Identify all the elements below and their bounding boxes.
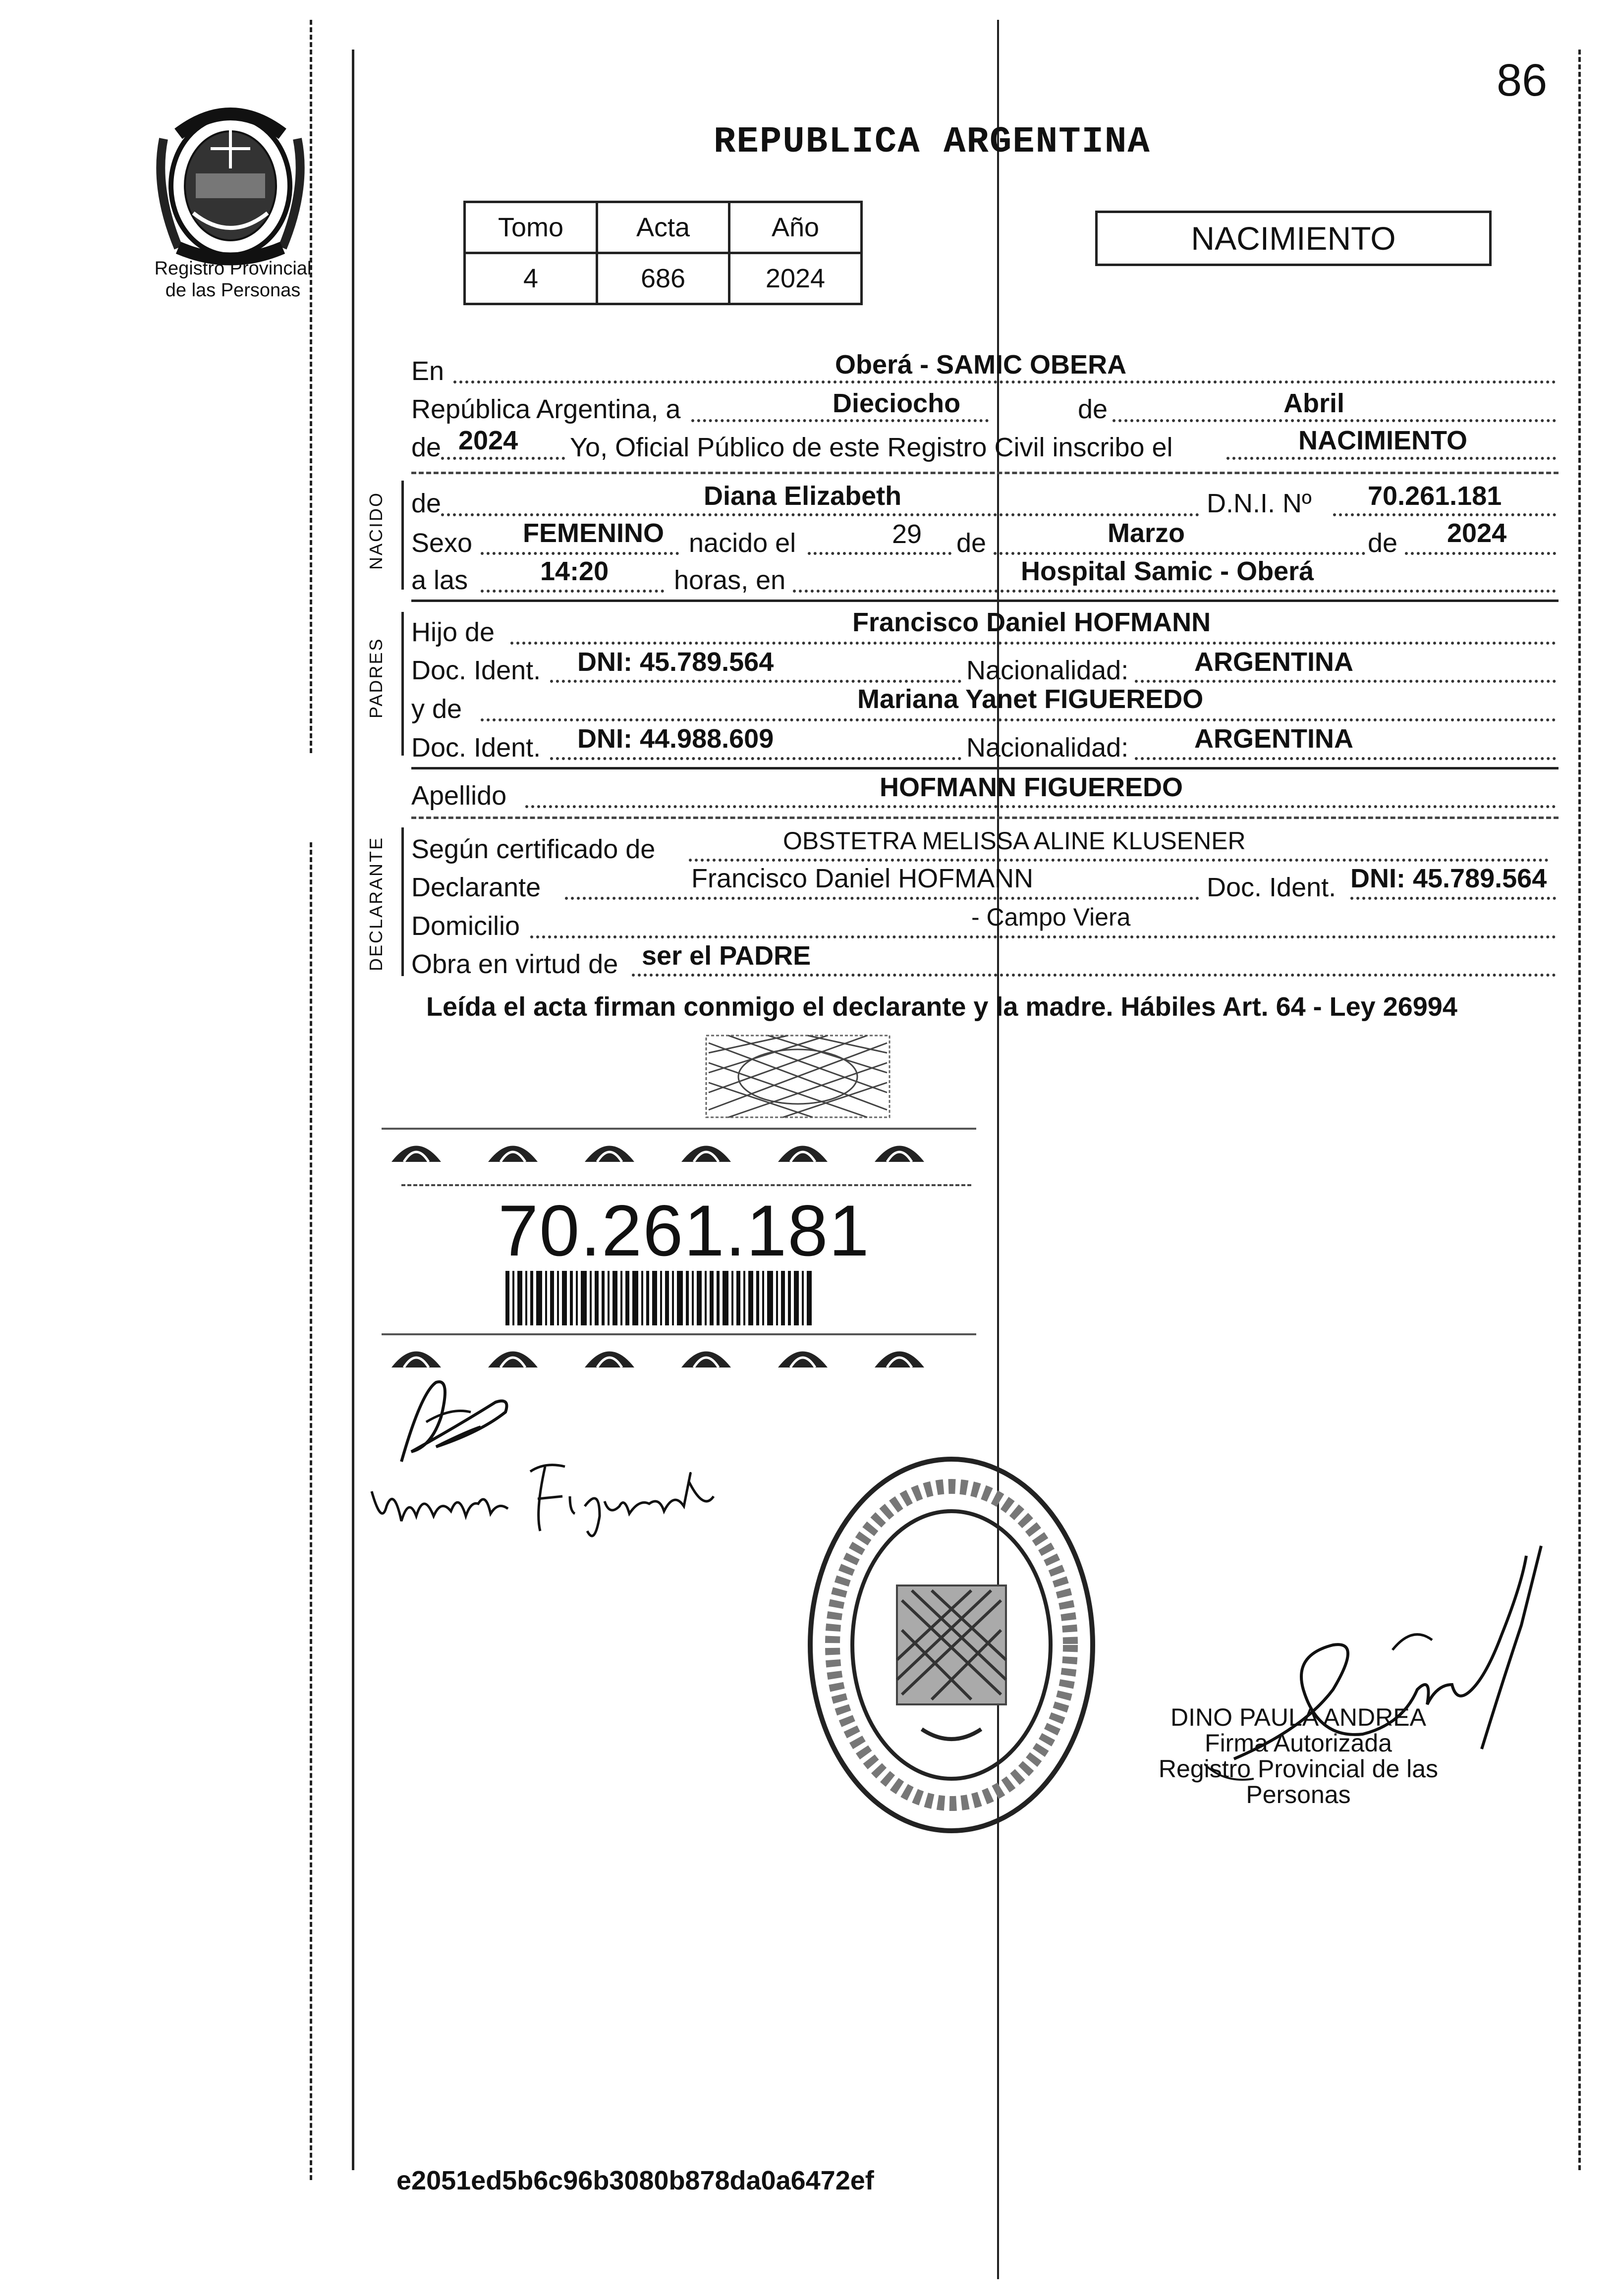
- mother-doc-label: Doc. Ident.: [411, 733, 541, 763]
- dotted-line: [453, 381, 1556, 383]
- dotted-line: [481, 552, 679, 555]
- de2-label: de: [956, 528, 987, 558]
- side-label-declarante: DECLARANTE: [366, 836, 386, 971]
- year-value: 2024: [458, 426, 518, 455]
- father-doc: DNI: 45.789.564: [577, 647, 774, 677]
- section-bracket: [401, 612, 404, 756]
- hour-value: 14:20: [540, 556, 609, 586]
- section-bracket: [401, 827, 404, 976]
- dotted-line: [525, 805, 1556, 808]
- dotted-line: [1226, 457, 1556, 460]
- father-doc-label: Doc. Ident.: [411, 656, 541, 685]
- dotted-line: [510, 642, 1556, 645]
- mother-name: Mariana Yanet FIGUEREDO: [857, 684, 1204, 714]
- father-nat: ARGENTINA: [1194, 647, 1353, 677]
- oficial-text: Yo, Oficial Público de este Registro Civil inscribo el: [570, 433, 1173, 462]
- official-org-line1: Registro Provincial de las: [1158, 1755, 1439, 1783]
- dotted-line: [691, 419, 989, 422]
- security-pattern-band: [382, 1125, 976, 1164]
- official-org-line2: Personas: [1246, 1781, 1351, 1808]
- mother-nat: ARGENTINA: [1194, 724, 1353, 754]
- section-divider: [411, 472, 1559, 474]
- section-bracket: [401, 481, 404, 590]
- domicilio-label: Domicilio: [411, 911, 520, 941]
- registration-number: 70.261.181: [498, 1190, 870, 1271]
- right-margin-line: [1578, 50, 1581, 2170]
- official-seal: [803, 1452, 1100, 1838]
- dotted-line: [1350, 897, 1556, 900]
- logo-caption-line2: de las Personas: [165, 280, 301, 301]
- dotted-line: [1135, 680, 1556, 683]
- document-title: REPUBLICA ARGENTINA: [714, 121, 1151, 163]
- dni-value: 70.261.181: [1368, 481, 1502, 511]
- father-nat-label: Nacionalidad:: [966, 656, 1129, 685]
- barcode: [505, 1271, 813, 1325]
- dotted-line: [1333, 513, 1556, 516]
- side-label-padres: PADRES: [366, 637, 386, 718]
- coat-of-arms-logo: [149, 99, 312, 268]
- month-value: Abril: [1283, 388, 1345, 418]
- yde-label: y de: [411, 694, 462, 724]
- dotted-line: [793, 590, 1556, 593]
- dash-row: [401, 1184, 971, 1186]
- birth-month: Marzo: [1108, 518, 1185, 548]
- horas-label: horas, en: [674, 565, 786, 595]
- section-divider: [411, 767, 1559, 769]
- dotted-line: [994, 552, 1365, 555]
- side-label-nacido: NACIDO: [366, 491, 386, 570]
- official-block: [1140, 1704, 1457, 1807]
- section-divider: [411, 817, 1559, 819]
- nacido-label: nacido el: [689, 528, 796, 558]
- de-label: de: [1078, 394, 1108, 424]
- mother-doc: DNI: 44.988.609: [577, 724, 774, 754]
- official-role: Firma Autorizada: [1205, 1729, 1392, 1757]
- de-year-label: de: [411, 433, 442, 462]
- security-pattern-band: [382, 1330, 976, 1370]
- record-type-box: NACIMIENTO: [1095, 211, 1492, 266]
- en-label: En: [411, 356, 445, 386]
- dotted-line: [1405, 552, 1556, 555]
- logo-caption: [144, 258, 322, 301]
- dni-label: D.N.I. Nº: [1207, 489, 1312, 518]
- obra-value: ser el PADRE: [642, 941, 811, 971]
- dotted-line: [550, 680, 961, 683]
- dotted-line: [441, 513, 1199, 516]
- margin-rule: [352, 50, 354, 2170]
- dotted-line: [530, 935, 1556, 938]
- official-name: DINO PAULA ANDREA: [1170, 1703, 1426, 1731]
- logo-caption-line1: Registro Provincial: [154, 258, 312, 279]
- en-value: Oberá - SAMIC OBERA: [835, 350, 1127, 380]
- dotted-line: [481, 718, 1556, 721]
- value-acta: 686: [597, 253, 729, 304]
- alas-label: a las: [411, 565, 468, 595]
- certificado-label: Según certificado de: [411, 834, 656, 864]
- apellido-label: Apellido: [411, 781, 507, 811]
- header-anio: Año: [729, 202, 862, 253]
- birth-year: 2024: [1447, 518, 1507, 548]
- declarante-value: Francisco Daniel HOFMANN: [691, 864, 1034, 893]
- sexo-label: Sexo: [411, 528, 473, 558]
- birth-day: 29: [892, 519, 922, 549]
- dotted-line: [632, 974, 1556, 977]
- day-value: Dieciocho: [833, 388, 961, 418]
- declarante-label: Declarante: [411, 873, 541, 902]
- mother-nat-label: Nacionalidad:: [966, 733, 1129, 763]
- de3-label: de: [1368, 528, 1398, 558]
- dotted-line: [1113, 419, 1556, 422]
- nombre-label: de: [411, 489, 442, 518]
- place-value: Hospital Samic - Oberá: [1021, 556, 1314, 586]
- dotted-line: [1135, 757, 1556, 760]
- mother-signature: [367, 1452, 803, 1546]
- margin-line: [310, 842, 312, 2180]
- dotted-line: [481, 590, 664, 593]
- legal-text: Leída el acta firman conmigo el declarante y la madre. Hábiles Art. 64 - Ley 26994: [426, 992, 1457, 1022]
- dotted-line: [808, 552, 951, 555]
- dotted-line: [565, 897, 1199, 900]
- republica-label: República Argentina, a: [411, 394, 681, 424]
- dotted-line: [550, 757, 961, 760]
- value-anio: 2024: [729, 253, 862, 304]
- apellido-value: HOFMANN FIGUEREDO: [880, 772, 1183, 802]
- header-tomo: Tomo: [465, 202, 597, 253]
- document-hash: e2051ed5b6c96b3080b878da0a6472ef: [396, 2166, 874, 2195]
- record-table: [463, 201, 863, 305]
- page-number: 86: [1497, 55, 1548, 106]
- header-acta: Acta: [597, 202, 729, 253]
- security-emblem: [704, 1033, 892, 1120]
- certificado-value: OBSTETRA MELISSA ALINE KLUSENER: [783, 827, 1246, 855]
- father-name: Francisco Daniel HOFMANN: [852, 607, 1211, 637]
- declarante-doc: DNI: 45.789.564: [1350, 864, 1547, 893]
- value-tomo: 4: [465, 253, 597, 304]
- nombre-value: Diana Elizabeth: [704, 481, 902, 511]
- hijo-label: Hijo de: [411, 617, 495, 647]
- obra-label: Obra en virtud de: [411, 949, 618, 979]
- declarante-doc-label: Doc. Ident.: [1207, 873, 1337, 902]
- dotted-line: [689, 859, 1549, 862]
- dotted-line: [441, 457, 565, 460]
- domicilio-value: - Campo Viera: [971, 903, 1131, 931]
- section-divider: [411, 600, 1559, 602]
- inscribo-value: NACIMIENTO: [1298, 426, 1468, 455]
- sexo-value: FEMENINO: [523, 518, 665, 548]
